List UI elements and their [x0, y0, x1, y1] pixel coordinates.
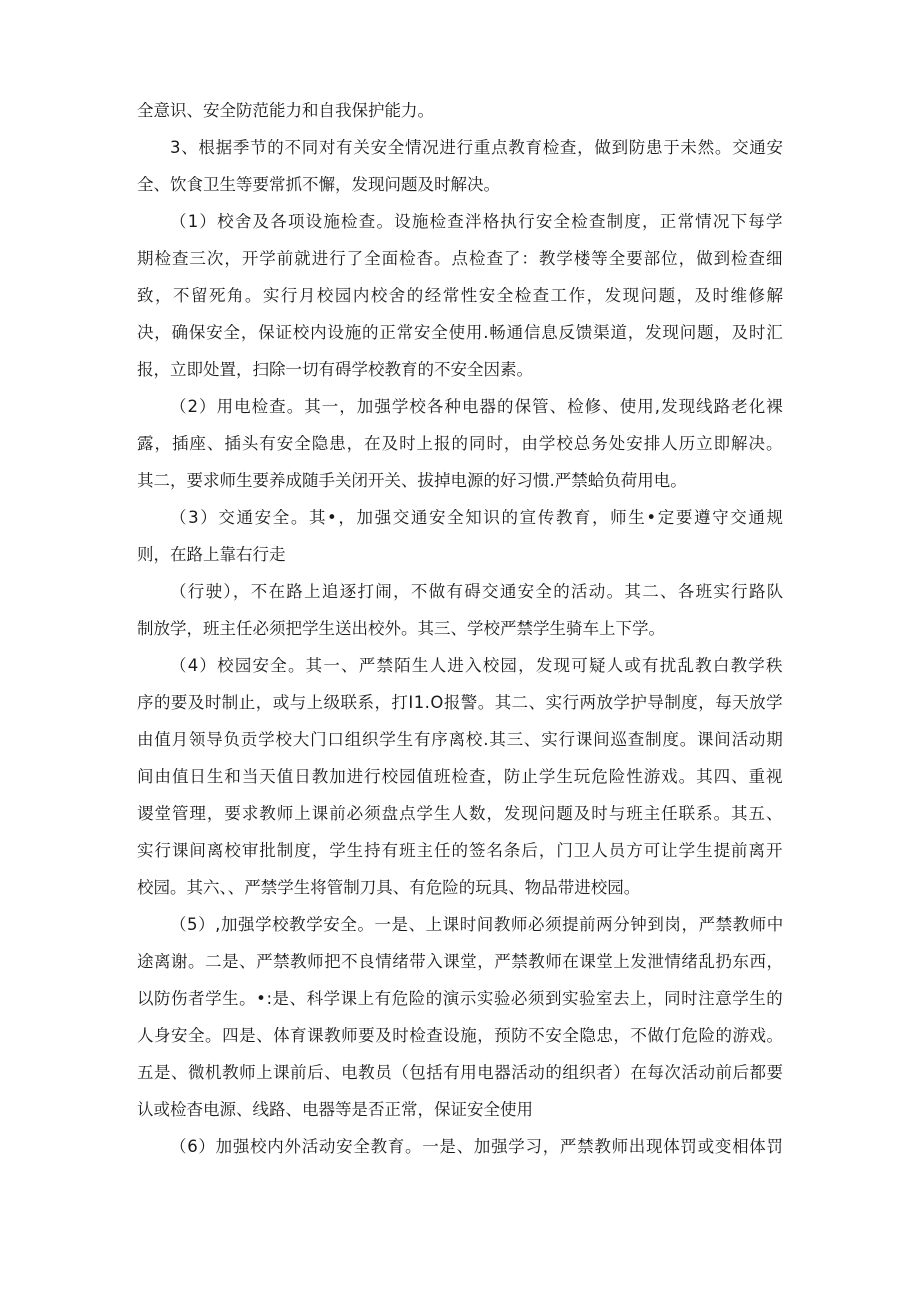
- text-line: 报，立即处置，扫除一切有碍学校教育的不安全因素。: [137, 360, 533, 379]
- text-line: 间由值日生和当天值日教加进行校园值班检查，防止学生玩危险性游戏。其四、重视: [137, 767, 784, 786]
- text-line: 途离谢。二是、严禁教师把不良情绪带入课堂，严禁教师在课堂上发泄情绪乱扔东西，: [137, 952, 784, 971]
- text-line: 序的要及时制止，或与上级联系，打I1.O报警。其二、实行两放学护导制度，每天放学: [137, 693, 784, 712]
- text-line: （2）用电检查。其一，加强学校各种电器的保管、检修、使用,发现线路老化裸: [170, 397, 784, 416]
- text-line: 致，不留死角。实行月校园内校舍的经常性安全检查工作，发现问题，及时维修解: [137, 286, 785, 305]
- text-line: （4）校园安全。其一、严禁陌生人进入校园，发现可疑人或有扰乱教白教学秩: [170, 656, 784, 675]
- text-line: （1）校舍及各项设施检查。设施检查泮格执行安全检查制度，正常情况下每学: [170, 212, 784, 231]
- text-line: 谡堂管理，要求教师上课前必须盘点学生人数，发现问题及时与班主任联系。其五、: [137, 804, 784, 823]
- text-line: 其二，要求师生要养成随手关闭开关、拔掉电源的好习惯.严禁蛤负荷用电。: [137, 471, 687, 490]
- text-line: （行驶），不在路上追逐打闹，不做有碍交通安全的活动。其二、各班实行路队: [170, 582, 785, 601]
- text-line: 由值月领导负贡学校大门口组织学生有序离校.其三、实行课间巡查制度。课间活动期: [137, 730, 784, 749]
- text-line: 五是、微机教师上课前后、电教员（包括有用电器活动的组织者）在每次活动前后都要: [137, 1063, 784, 1082]
- text-line: （5）,加强学校教学安全。一是、上课时间教师必须提前两分钟到岗，严禁教师中: [170, 915, 784, 934]
- text-line: 3、根据季节的不同对有关安全情况进行重点教育检查，做到防患于未然。交通安: [170, 138, 784, 157]
- text-line: （6）加强校内外活动安全教育。一是、加强学习，严禁教师出现体罚或变相体罚: [170, 1137, 784, 1156]
- text-line: （3）交通安全。其•，加强交通安全知识的宣传教育，师生•定要遵守交通规: [170, 508, 785, 527]
- text-line: 认或检杳电源、线路、电器等是否正常，保证安全使用: [137, 1100, 533, 1119]
- text-line: 全意识、安全防范能力和自我保护能力。: [137, 101, 434, 120]
- text-line: 制放学，班主任必须把学生送出校外。其三、学校严禁学生骑车上下学。: [137, 619, 665, 638]
- text-line: 实行课间离校审批制度，学生持有班主任的签名条后，门卫人员方可让学生提前离开: [137, 841, 784, 860]
- text-line: 决，确保安全，保证校内设施的正常安全使用.畅通信息反馈渠道，发现问题，及时汇: [137, 323, 784, 342]
- text-line: 全、饮食卫生等要常抓不懈，发现问题及时解决。: [137, 175, 500, 194]
- text-line: 则，在路上靠右行走: [137, 545, 286, 564]
- text-line: 校园。其六、、严禁学生将管制刀具、有危险的玩具、物品带进校园。: [137, 878, 641, 897]
- text-line: 以防伤者学生。•:是、科学课上有危险的演示实验必须到实验室去上，同时注意学生的: [137, 989, 784, 1008]
- text-line: 露，插座、插头有安全隐患，在及时上报的同时，由学校总务处安排人历立即解决。: [137, 434, 784, 453]
- text-line: 期检查三次，开学前就进行了全面检杳。点检查了：教学楼等全要部位，做到检查细: [137, 249, 784, 268]
- text-line: 人身安全。四是、体育课教师要及时检查设施，预防不安全隐忠，不做仃危险的游戏。: [137, 1026, 784, 1045]
